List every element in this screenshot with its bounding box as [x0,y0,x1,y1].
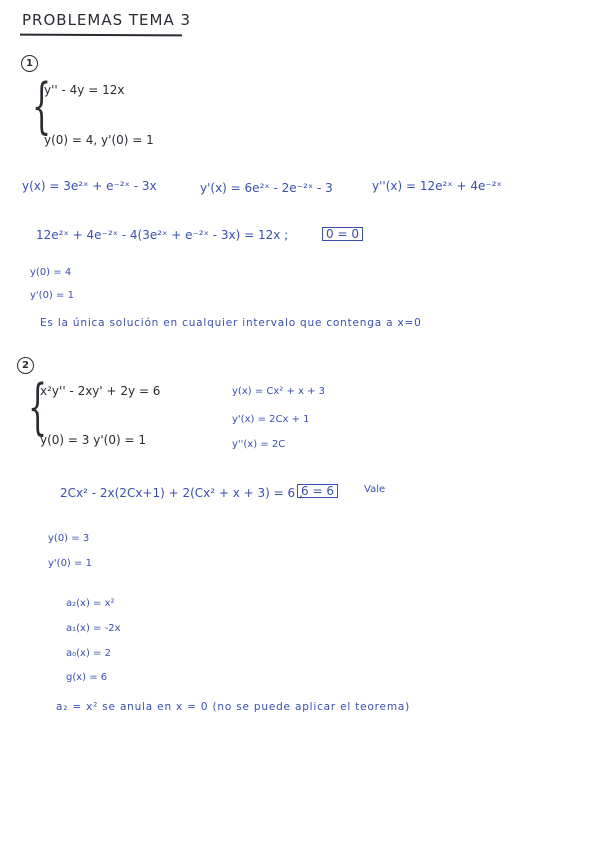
problem-2-check-result: 6 = 6 [297,484,338,498]
problem-1-yp0-check: y'(0) = 1 [30,290,74,301]
problem-1-first-derivative: y'(x) = 6e²ˣ - 2e⁻²ˣ - 3 [200,181,333,195]
problem-1-equation: y'' - 4y = 12x [44,83,125,97]
problem-2-substitution-check: 2Cx² - 2x(2Cx+1) + 2(Cx² + x + 3) = 6 , [60,486,303,500]
problem-2-solution: y(x) = Cx² + x + 3 [232,386,326,397]
problem-2-initial-conditions: y(0) = 3 y'(0) = 1 [40,433,146,447]
problem-1-brace: { [32,71,52,141]
problem-1-number: 1 [21,55,38,72]
title-underline [20,34,182,37]
problem-1-conclusion: Es la única solución en cualquier intervalo que contenga a x=0 [40,317,422,329]
problem-1-substitution-check: 12e²ˣ + 4e⁻²ˣ - 4(3e²ˣ + e⁻²ˣ - 3x) = 12x ; [36,228,289,242]
problem-2-brace: { [28,372,48,442]
problem-2-yp0-check: y'(0) = 1 [48,558,92,569]
problem-2-a2-coefficient: a₂(x) = x² [66,598,115,609]
problem-1-check-result: 0 = 0 [322,227,363,241]
problem-2-y0-check: y(0) = 3 [48,533,90,544]
problem-1-second-derivative: y''(x) = 12e²ˣ + 4e⁻²ˣ [372,179,502,193]
problem-2-equation: x²y'' - 2xy' + 2y = 6 [40,384,161,398]
problem-2-a0-coefficient: a₀(x) = 2 [66,648,111,659]
problem-2-first-derivative: y'(x) = 2Cx + 1 [232,414,310,425]
problem-1-initial-conditions: y(0) = 4, y'(0) = 1 [44,133,154,147]
problem-2-a1-coefficient: a₁(x) = -2x [66,623,121,634]
problem-2-check-note: Vale [364,484,386,495]
page-title: PROBLEMAS TEMA 3 [22,11,192,29]
problem-2-number: 2 [17,357,34,374]
problem-1-y0-check: y(0) = 4 [30,267,72,278]
problem-2-second-derivative: y''(x) = 2C [232,439,286,450]
problem-2-g-function: g(x) = 6 [66,672,108,683]
problem-1-solution: y(x) = 3e²ˣ + e⁻²ˣ - 3x [22,179,157,193]
problem-2-conclusion: a₂ = x² se anula en x = 0 (no se puede aplicar el teorema) [56,701,410,713]
